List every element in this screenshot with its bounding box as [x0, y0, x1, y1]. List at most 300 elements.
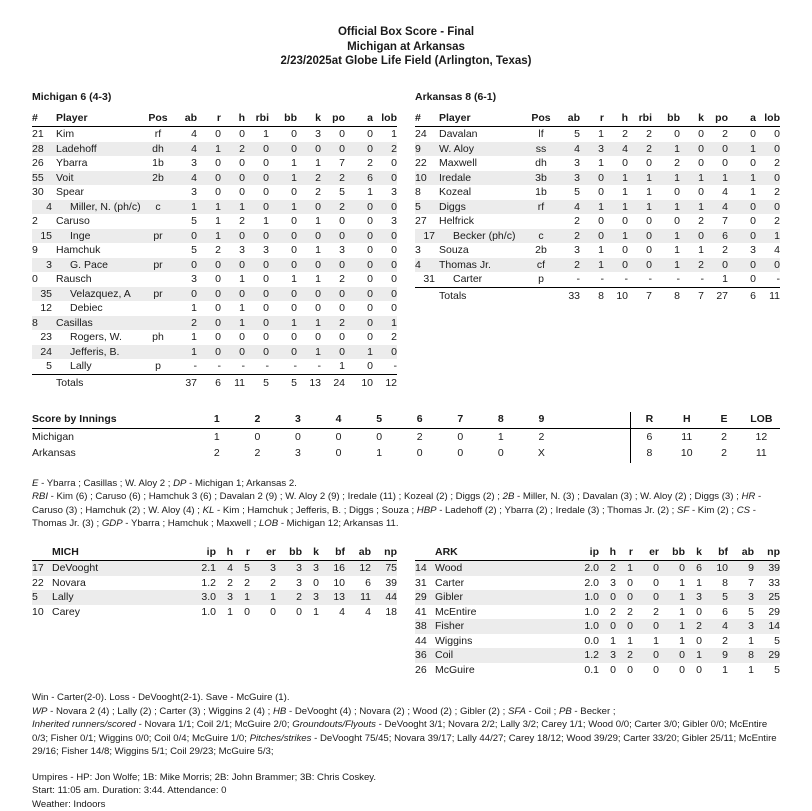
- pitch-stat-np: 5: [754, 634, 780, 649]
- player-name[interactable]: Thomas Jr.: [439, 258, 526, 273]
- player-position: [143, 301, 173, 316]
- pitcher-name[interactable]: Wiggins: [435, 634, 569, 649]
- table-row[interactable]: [32, 272, 397, 287]
- col-k: k: [297, 111, 321, 127]
- pitcher-name[interactable]: Fisher: [435, 619, 569, 634]
- totals-k: 13: [297, 374, 321, 390]
- pitch-stat-ab: 11: [345, 590, 371, 605]
- p-col-bb: bb: [659, 545, 685, 561]
- pitch-stat-bb: 1: [659, 590, 685, 605]
- pitcher-number: 44: [415, 634, 435, 649]
- notes-text-sf: - Kim (2) ;: [689, 505, 736, 516]
- pitch-stat-er: 0: [633, 576, 659, 591]
- player-name[interactable]: Miller, N. (ph/c): [56, 200, 143, 215]
- pitch-stat-k: 1: [685, 576, 702, 591]
- pitching-row[interactable]: [415, 561, 780, 576]
- player-position: [143, 243, 173, 258]
- player-name[interactable]: Caruso: [56, 214, 143, 229]
- stat-bb: 1: [652, 200, 680, 215]
- stat-lob: 2: [373, 142, 397, 157]
- notes-label-e: E: [32, 478, 38, 489]
- sbi-total-r: 8: [630, 445, 668, 463]
- stat-ab: 2: [556, 229, 580, 244]
- p-col-r: r: [233, 545, 250, 561]
- pitching-row[interactable]: [415, 619, 780, 634]
- away-pitching-table: [32, 545, 397, 678]
- away-pitching-block: [32, 545, 397, 678]
- home-batting-totals: [415, 287, 780, 303]
- footer-text-groundouts: - DeVooght 3/1; Novara 2/2; Lally 3/2; Carey 1/1; Wood 0/0; Carter 3/0; Gibler 0/0; McEntire 0/3; Fisher 0/1; Wiggins 0/0; Coil 0/4; McGuire 1/0;: [32, 719, 767, 744]
- pitch-stat-k: 3: [685, 590, 702, 605]
- totals-ab: 37: [173, 374, 197, 390]
- p-col-h: h: [216, 545, 233, 561]
- pitcher-name[interactable]: McEntire: [435, 605, 569, 620]
- stat-h: 0: [221, 258, 245, 273]
- notes-label-hbp: HBP: [417, 505, 437, 516]
- batting-tables: [0, 91, 812, 391]
- pitcher-name[interactable]: Carey: [52, 605, 186, 620]
- stat-r: 0: [580, 214, 604, 229]
- pitch-stat-np: 39: [754, 561, 780, 576]
- pitch-stat-np: 5: [754, 663, 780, 678]
- p-col-np: np: [754, 545, 780, 561]
- col-h: h: [221, 111, 245, 127]
- table-row[interactable]: [32, 214, 397, 229]
- table-row[interactable]: [415, 127, 780, 142]
- totals-rbi: 5: [245, 374, 269, 390]
- stat-ab: 1: [173, 330, 197, 345]
- pitching-row[interactable]: [415, 590, 780, 605]
- pitch-stat-h: 0: [599, 619, 616, 634]
- stat-lob: 0: [373, 345, 397, 360]
- pitch-stat-k: 0: [685, 663, 702, 678]
- sbi-total-lob: 11: [743, 445, 780, 463]
- pitcher-number: 38: [415, 619, 435, 634]
- pitching-filler-cell: [32, 663, 397, 678]
- stat-a: 1: [345, 345, 373, 360]
- pitch-stat-bf: 10: [702, 561, 728, 576]
- pitch-stat-k: 0: [685, 634, 702, 649]
- stat-k: 1: [297, 243, 321, 258]
- pitcher-name[interactable]: McGuire: [435, 663, 569, 678]
- player-name[interactable]: Jefferis, B.: [56, 345, 143, 360]
- pitch-stat-er: 2: [633, 605, 659, 620]
- table-row[interactable]: [415, 214, 780, 229]
- stat-k: 2: [680, 214, 704, 229]
- score-by-innings-table: [32, 412, 780, 463]
- pitch-stat-k: 0: [685, 605, 702, 620]
- stat-h: 1: [604, 171, 628, 186]
- pitching-row[interactable]: [415, 648, 780, 663]
- p-col-number: [415, 545, 435, 561]
- pitcher-name[interactable]: Wood: [435, 561, 569, 576]
- footer-wp-line: [32, 705, 780, 719]
- col-ab: ab: [173, 111, 197, 127]
- title-line-3: 2/23/2025at Globe Life Field (Arlington, Texas): [0, 54, 812, 69]
- table-row[interactable]: [32, 127, 397, 142]
- totals-lob: 12: [373, 374, 397, 390]
- p-col-number: [32, 545, 52, 561]
- home-pitching-team: ARK: [435, 545, 569, 561]
- notes-text-rbi: - Kim (6) ; Caruso (6) ; Hamchuk 3 (6) ; Davalan 2 (9) ; W. Aloy 2 (9) ; Iredale (11) ; Kozeal (2) ; Diggs (2) ;: [48, 491, 503, 502]
- player-name[interactable]: Ladehoff: [56, 142, 143, 157]
- stat-bb: 1: [652, 243, 680, 258]
- table-row[interactable]: [415, 142, 780, 157]
- stat-lob: 4: [756, 243, 780, 258]
- table-row[interactable]: [32, 330, 397, 345]
- stat-h: 0: [221, 229, 245, 244]
- player-position: rf: [526, 200, 556, 215]
- sbi-total-lob: 12: [743, 428, 780, 445]
- player-position: pr: [143, 229, 173, 244]
- totals-pos: [526, 287, 556, 303]
- pitcher-number: 10: [32, 605, 52, 620]
- pitching-row[interactable]: [32, 576, 397, 591]
- stat-po: 0: [704, 142, 728, 157]
- footer-label-sfa: SFA: [508, 706, 526, 717]
- stat-a: 0: [345, 200, 373, 215]
- notes-label-sf: SF: [677, 505, 689, 516]
- stat-a: 0: [728, 258, 756, 273]
- notes-text-lob: - Michigan 12; Arkansas 11.: [278, 518, 398, 529]
- table-row[interactable]: [32, 345, 397, 360]
- player-position: 2b: [526, 243, 556, 258]
- pitch-stat-er: 0: [633, 590, 659, 605]
- notes-label-lob: LOB: [259, 518, 278, 529]
- pitcher-name[interactable]: Gibler: [435, 590, 569, 605]
- col-number: #: [32, 111, 56, 127]
- player-name[interactable]: Casillas: [56, 316, 143, 331]
- pitch-stat-bb: 0: [659, 561, 685, 576]
- table-row[interactable]: [415, 171, 780, 186]
- col-po: po: [321, 111, 345, 127]
- stat-rbi: 0: [245, 316, 269, 331]
- player-position: ph: [143, 330, 173, 345]
- table-row[interactable]: [415, 185, 780, 200]
- stat-r: 0: [197, 127, 221, 142]
- table-row[interactable]: [32, 258, 397, 273]
- sbi-inning-4: 4: [318, 412, 359, 428]
- player-number: 23: [32, 330, 56, 345]
- table-row[interactable]: [32, 156, 397, 171]
- totals-h: 10: [604, 287, 628, 303]
- stat-a: 0: [345, 316, 373, 331]
- p-col-bf: bf: [319, 545, 345, 561]
- totals-spacer: [415, 287, 439, 303]
- player-name[interactable]: Maxwell: [439, 156, 526, 171]
- sbi-inning-runs-8: 1: [481, 428, 522, 445]
- player-name[interactable]: Davalan: [439, 127, 526, 142]
- stat-k: 0: [680, 185, 704, 200]
- stat-ab: 3: [556, 243, 580, 258]
- player-name[interactable]: Helfrick: [439, 214, 526, 229]
- stat-k: 1: [297, 316, 321, 331]
- stat-h: 2: [221, 142, 245, 157]
- footer-text-hb: - DeVooght (4) ; Novara (2) ; Wood (2) ; Gibler (2) ;: [286, 706, 508, 717]
- table-row[interactable]: [32, 287, 397, 302]
- footer-label-wp: WP: [32, 706, 47, 717]
- stat-bb: 0: [269, 258, 297, 273]
- player-name[interactable]: Diggs: [439, 200, 526, 215]
- stat-ab: 4: [173, 142, 197, 157]
- stat-ab: 5: [173, 214, 197, 229]
- p-col-k: k: [302, 545, 319, 561]
- pitching-header-row: [415, 545, 780, 561]
- totals-row: [32, 374, 397, 390]
- pitch-stat-ab: 4: [345, 605, 371, 620]
- table-header-row: [32, 111, 397, 127]
- sbi-inning-runs-1: 2: [197, 445, 238, 463]
- table-row[interactable]: [32, 200, 397, 215]
- sbi-inning-runs-6: 0: [399, 445, 440, 463]
- pitch-stat-np: 29: [754, 648, 780, 663]
- player-position: ss: [526, 142, 556, 157]
- player-number: 12: [32, 301, 56, 316]
- stat-bb: 1: [652, 258, 680, 273]
- player-name[interactable]: Ybarra: [56, 156, 143, 171]
- pitch-stat-er: 1: [250, 590, 276, 605]
- sbi-col-r: R: [630, 412, 668, 428]
- stat-po: 2: [321, 316, 345, 331]
- sbi-inning-6: 6: [399, 412, 440, 428]
- stat-ab: 0: [173, 258, 197, 273]
- pitch-stat-k: 3: [302, 561, 319, 576]
- player-name[interactable]: Kim: [56, 127, 143, 142]
- stat-k: 1: [297, 214, 321, 229]
- pitching-row[interactable]: [415, 605, 780, 620]
- table-row[interactable]: [415, 200, 780, 215]
- pitcher-number: 36: [415, 648, 435, 663]
- stat-h: -: [221, 359, 245, 374]
- score-by-innings-row: [32, 445, 780, 463]
- pitch-stat-bb: 0: [659, 663, 685, 678]
- player-name[interactable]: Rausch: [56, 272, 143, 287]
- stat-k: 2: [297, 185, 321, 200]
- pitch-stat-h: 2: [216, 576, 233, 591]
- totals-label: Totals: [56, 374, 143, 390]
- pitch-stat-np: 39: [371, 576, 397, 591]
- pitch-stat-ab: 3: [728, 590, 754, 605]
- notes-text-hbp: - Ladehoff (2) ; Ybarra (2) ; Iredale (3) ; Thomas Jr. (2) ;: [437, 505, 677, 516]
- stat-rbi: 0: [245, 229, 269, 244]
- pitch-stat-ip: 1.0: [569, 605, 599, 620]
- sbi-header-row: [32, 412, 780, 428]
- stat-k: -: [297, 359, 321, 374]
- table-row[interactable]: [32, 301, 397, 316]
- player-name[interactable]: Kozeal: [439, 185, 526, 200]
- stat-rbi: 1: [245, 214, 269, 229]
- player-name[interactable]: Souza: [439, 243, 526, 258]
- game-footer: [0, 691, 812, 811]
- notes-line-rbi: [32, 490, 780, 531]
- stat-bb: 0: [269, 185, 297, 200]
- pitch-stat-bb: 3: [276, 561, 302, 576]
- sbi-team-name: Michigan: [32, 428, 197, 445]
- stat-bb: 1: [269, 272, 297, 287]
- player-name[interactable]: Velazquez, A: [56, 287, 143, 302]
- player-name[interactable]: W. Aloy: [439, 142, 526, 157]
- pitching-row[interactable]: [415, 576, 780, 591]
- sbi-col-h: H: [668, 412, 705, 428]
- pitch-stat-ip: 2.0: [569, 576, 599, 591]
- stat-bb: 2: [652, 156, 680, 171]
- stat-k: 0: [680, 229, 704, 244]
- pitcher-name[interactable]: Coil: [435, 648, 569, 663]
- stat-bb: 0: [269, 301, 297, 316]
- player-name[interactable]: Inge: [56, 229, 143, 244]
- sbi-inning-runs-7: 0: [440, 445, 481, 463]
- pitching-row[interactable]: [32, 605, 397, 620]
- stat-r: -: [197, 359, 221, 374]
- player-name[interactable]: Lally: [56, 359, 143, 374]
- stat-h: 0: [221, 127, 245, 142]
- stat-a: 0: [345, 330, 373, 345]
- stat-ab: -: [556, 272, 580, 287]
- pitch-stat-h: 1: [216, 605, 233, 620]
- stat-r: 1: [580, 200, 604, 215]
- stat-ab: 1: [173, 345, 197, 360]
- table-row[interactable]: [415, 243, 780, 258]
- stat-h: 0: [604, 214, 628, 229]
- pitch-stat-h: 1: [599, 634, 616, 649]
- table-row[interactable]: [32, 243, 397, 258]
- stat-h: 4: [604, 142, 628, 157]
- pitch-stat-ab: 9: [728, 561, 754, 576]
- stat-k: 0: [680, 142, 704, 157]
- stat-po: 2: [321, 200, 345, 215]
- stat-ab: 2: [556, 258, 580, 273]
- footer-inherited-line: [32, 718, 780, 759]
- stat-po: 3: [321, 243, 345, 258]
- player-name[interactable]: Carter: [439, 272, 526, 287]
- sbi-inning-runs-4: 0: [318, 428, 359, 445]
- stat-k: 0: [680, 156, 704, 171]
- stat-a: 1: [728, 142, 756, 157]
- title-line-2: Michigan at Arkansas: [0, 40, 812, 55]
- stat-po: 0: [321, 258, 345, 273]
- player-name[interactable]: Debiec: [56, 301, 143, 316]
- table-row[interactable]: [415, 258, 780, 273]
- player-number: 31: [415, 272, 439, 287]
- stat-h: 1: [221, 316, 245, 331]
- sbi-inning-3: 3: [278, 412, 319, 428]
- pitch-stat-ip: 1.2: [569, 648, 599, 663]
- stat-lob: 0: [373, 156, 397, 171]
- stat-po: 0: [704, 156, 728, 171]
- table-row[interactable]: [32, 142, 397, 157]
- player-name[interactable]: Hamchuk: [56, 243, 143, 258]
- footer-decisions: Win - Carter(2-0). Loss - DeVooght(2-1). Save - McGuire (1).: [32, 691, 780, 705]
- stat-po: 0: [321, 214, 345, 229]
- player-position: [143, 214, 173, 229]
- player-name[interactable]: Becker (ph/c): [439, 229, 526, 244]
- pitch-stat-ab: 1: [728, 663, 754, 678]
- footer-officials-block: [32, 771, 780, 811]
- notes-label-hr: HR: [741, 491, 755, 502]
- stat-po: 7: [321, 156, 345, 171]
- stat-po: 2: [704, 127, 728, 142]
- pitcher-name[interactable]: Novara: [52, 576, 186, 591]
- table-row[interactable]: [32, 229, 397, 244]
- player-name[interactable]: Iredale: [439, 171, 526, 186]
- pitch-stat-k: 0: [302, 576, 319, 591]
- notes-label-dp: DP: [173, 478, 186, 489]
- table-row[interactable]: [32, 171, 397, 186]
- player-number: 15: [32, 229, 56, 244]
- footer-label-inherited: Inherited runners/scored: [32, 719, 136, 730]
- pitch-stat-ab: 5: [728, 605, 754, 620]
- stat-ab: 1: [173, 200, 197, 215]
- player-name[interactable]: Voit: [56, 171, 143, 186]
- pitching-row[interactable]: [32, 590, 397, 605]
- stat-lob: 0: [756, 258, 780, 273]
- pitch-stat-k: 3: [302, 590, 319, 605]
- pitcher-name[interactable]: Carter: [435, 576, 569, 591]
- stat-a: 2: [345, 156, 373, 171]
- pitch-stat-h: 2: [599, 605, 616, 620]
- table-row[interactable]: [415, 272, 780, 287]
- p-col-bf: bf: [702, 545, 728, 561]
- stat-lob: 0: [373, 171, 397, 186]
- pitching-row[interactable]: [32, 561, 397, 576]
- sbi-inning-runs-6: 2: [399, 428, 440, 445]
- stat-lob: 0: [373, 258, 397, 273]
- pitch-stat-ip: 2.1: [186, 561, 216, 576]
- player-position: p: [526, 272, 556, 287]
- table-row[interactable]: [415, 156, 780, 171]
- stat-k: 3: [297, 127, 321, 142]
- stat-po: 7: [704, 214, 728, 229]
- pitcher-name[interactable]: DeVooght: [52, 561, 186, 576]
- pitch-stat-er: 0: [633, 648, 659, 663]
- player-name[interactable]: Rogers, W.: [56, 330, 143, 345]
- player-position: 1b: [526, 185, 556, 200]
- pitch-stat-ab: 3: [728, 619, 754, 634]
- table-row[interactable]: [32, 359, 397, 374]
- player-position: p: [143, 359, 173, 374]
- stat-bb: 1: [652, 142, 680, 157]
- pitching-row[interactable]: [415, 663, 780, 678]
- player-number: 4: [415, 258, 439, 273]
- sbi-inning-runs-1: 1: [197, 428, 238, 445]
- player-name[interactable]: Spear: [56, 185, 143, 200]
- stat-rbi: 0: [628, 258, 652, 273]
- pitching-row[interactable]: [415, 634, 780, 649]
- pitch-stat-ip: 0.0: [569, 634, 599, 649]
- pitch-stat-ab: 1: [728, 634, 754, 649]
- table-row[interactable]: [32, 185, 397, 200]
- table-row[interactable]: [32, 316, 397, 331]
- pitch-stat-bf: 6: [702, 605, 728, 620]
- pitcher-name[interactable]: Lally: [52, 590, 186, 605]
- pitcher-number: 26: [415, 663, 435, 678]
- pitch-stat-bf: 10: [319, 576, 345, 591]
- stat-r: 0: [580, 185, 604, 200]
- player-position: 2b: [143, 171, 173, 186]
- stat-lob: 2: [756, 156, 780, 171]
- page-title: [0, 0, 812, 69]
- col-rbi: rbi: [628, 111, 652, 127]
- sbi-divider: [562, 412, 631, 428]
- player-name[interactable]: G. Pace: [56, 258, 143, 273]
- stat-r: 1: [580, 127, 604, 142]
- table-row[interactable]: [415, 229, 780, 244]
- player-position: rf: [143, 127, 173, 142]
- stat-rbi: 0: [245, 345, 269, 360]
- score-by-innings-row: [32, 428, 780, 445]
- home-batting-block: [415, 91, 780, 391]
- footer-umpires: Umpires - HP: Jon Wolfe; 1B: Mike Morris; 2B: John Brammer; 3B: Chris Coskey.: [32, 771, 780, 785]
